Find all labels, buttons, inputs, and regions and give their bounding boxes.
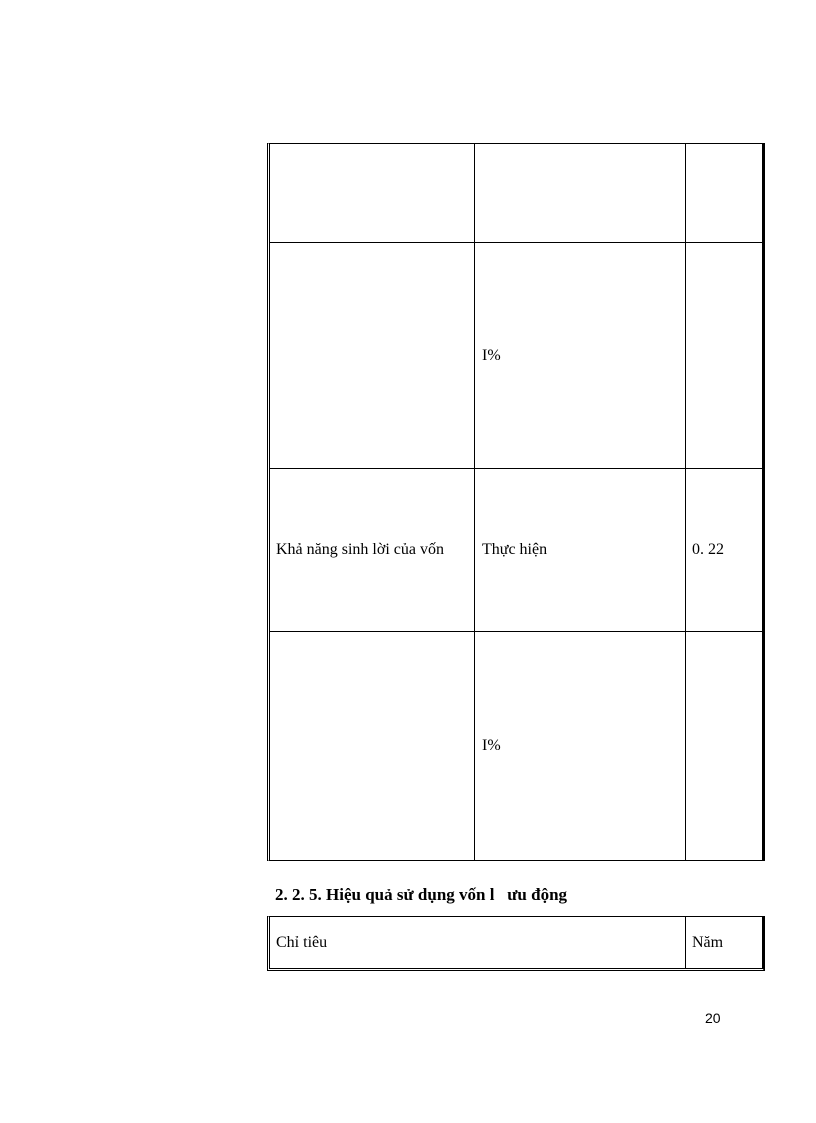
table-cell-type: I% (475, 632, 686, 860)
table-cell-type (475, 144, 686, 242)
table-cell-value (686, 632, 762, 860)
table-row (270, 144, 762, 243)
table-cell-value (686, 243, 762, 468)
table-cell-value (686, 144, 762, 242)
table-cell-indicator (270, 243, 475, 468)
indicator-label: Khả năng sinh lời của vốn (276, 541, 444, 558)
page-number: 20 (705, 1010, 721, 1026)
table-cell-value: 0. 22 (692, 541, 724, 558)
table-row (270, 469, 762, 632)
column-header-indicator: Chỉ tiêu (270, 917, 686, 968)
performance-table (267, 143, 765, 861)
table-cell-indicator (270, 469, 475, 631)
table-cell-indicator (270, 144, 475, 242)
table-cell-type: Thực hiện (475, 469, 686, 631)
table-row (270, 243, 762, 469)
table-cell-indicator (270, 632, 475, 860)
table-row (270, 632, 762, 860)
table-cell-type: I% (475, 243, 686, 468)
section-heading: 2. 2. 5. Hiệu quả sử dụng vốn l ưu động (275, 885, 568, 904)
working-capital-table (267, 916, 765, 971)
table-header-row (270, 917, 762, 968)
column-header-year: Năm (692, 933, 724, 951)
